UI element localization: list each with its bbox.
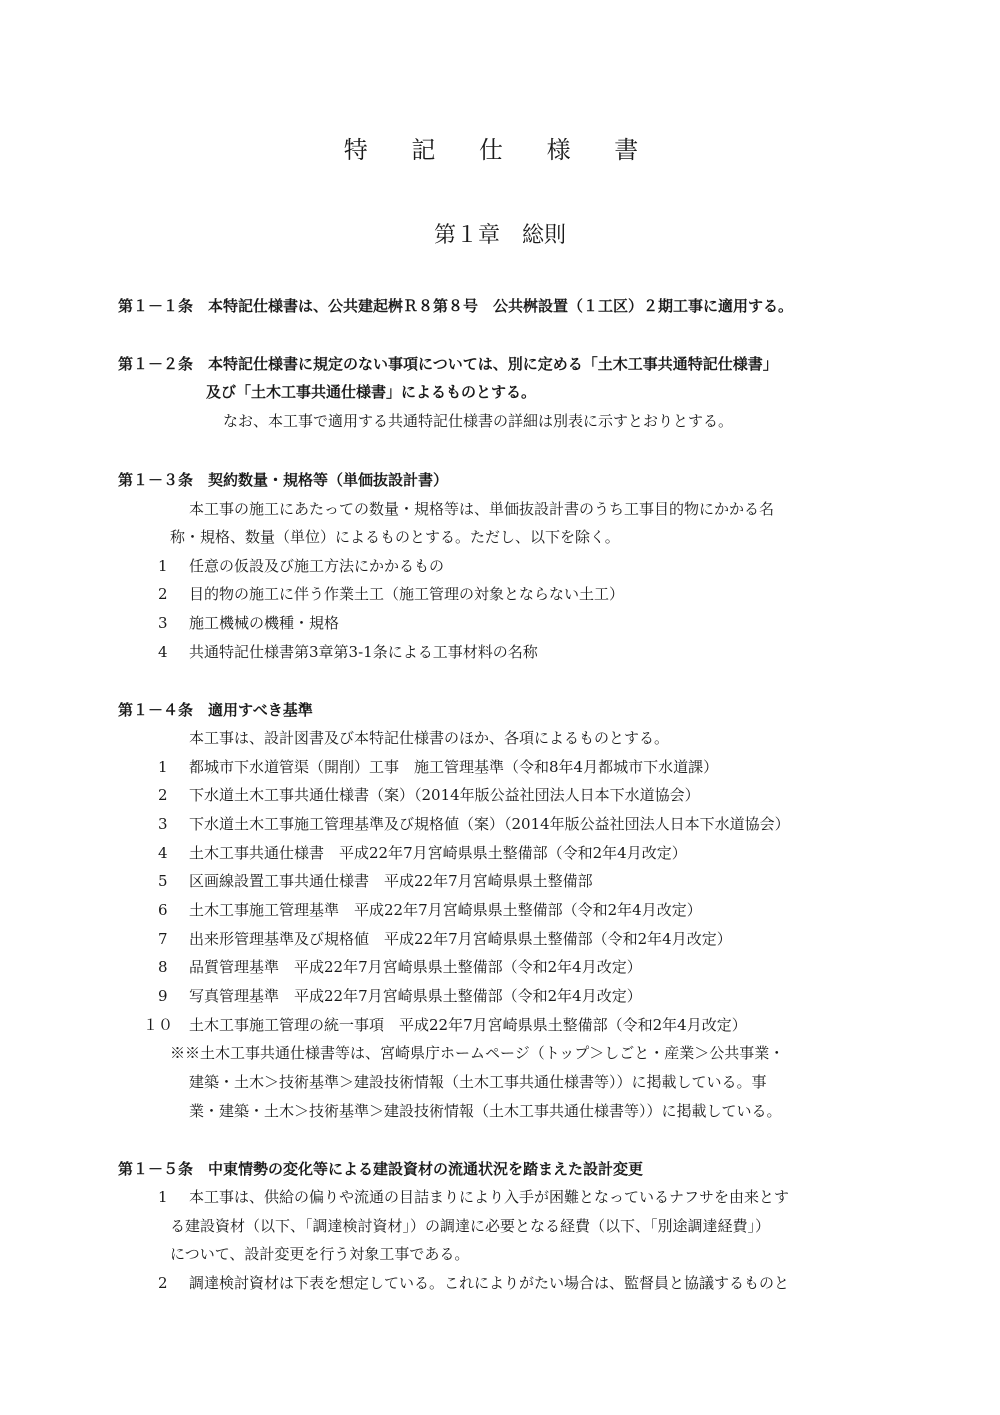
- list-item: 土木工事共通仕様書 平成22年7月宮崎県県土整備部（令和2年4月改定）: [189, 844, 687, 862]
- list-item-number: 4: [158, 844, 168, 862]
- article-1-1-heading: 第１－１条 本特記仕様書は、公共建起桝Ｒ８第８号 公共桝設置（１工区）２期工事に適用する。: [118, 297, 794, 315]
- list-item: 任意の仮設及び施工方法にかかるもの: [189, 557, 445, 575]
- article-1-5-item1-line2: る建設資材（以下、「調達検討資材」）の調達に必要となる経費（以下、「別途調達経費」）: [170, 1217, 771, 1235]
- list-item: 区画線設置工事共通仕様書 平成22年7月宮崎県県土整備部: [189, 872, 593, 890]
- article-1-2-note: なお、本工事で適用する共通特記仕様書の詳細は別表に示すとおりとする。: [223, 412, 734, 430]
- list-item-number: 5: [158, 872, 168, 890]
- list-item-number: 6: [158, 901, 168, 919]
- article-1-4-intro: 本工事は、設計図書及び本特記仕様書のほか、各項によるものとする。: [189, 729, 670, 747]
- article-1-3-intro-line2: 称・規格、数量（単位）によるものとする。ただし、以下を除く。: [170, 528, 620, 546]
- list-item-number: 3: [158, 614, 168, 632]
- list-item-number: 9: [158, 987, 168, 1005]
- list-item: 下水道土木工事共通仕様書（案）（2014年版公益社団法人日本下水道協会）: [189, 786, 700, 804]
- article-1-5-item2-line1: 調達検討資材は下表を想定している。これによりがたい場合は、監督員と協議するものと: [189, 1274, 790, 1292]
- article-1-3-heading: 第１－３条 契約数量・規格等（単価抜設計書）: [118, 471, 449, 489]
- list-item-number: 2: [158, 585, 168, 603]
- article-1-4-heading: 第１－４条 適用すべき基準: [118, 701, 313, 719]
- article-1-5-item1-line1: 本工事は、供給の偏りや流通の目詰まりにより入手が困難となっているナフサを由来とす: [189, 1188, 790, 1206]
- list-item-number: １０: [143, 1016, 174, 1034]
- article-1-2-heading-line1: 第１－２条 本特記仕様書に規定のない事項については、別に定める「土木工事共通特記仕様書」: [118, 355, 778, 373]
- chapter-heading: 第１章 総則: [433, 223, 566, 248]
- list-item-number: 2: [158, 1274, 168, 1292]
- list-item-number: 4: [158, 643, 168, 661]
- list-item: 共通特記仕様書第3章第3-1条による工事材料の名称: [189, 643, 538, 661]
- list-item-number: 7: [158, 930, 168, 948]
- list-item-number: 1: [158, 758, 168, 776]
- list-item-number: 1: [158, 1188, 168, 1206]
- article-1-4-note-line1: ※※土木工事共通仕様書等は、宮崎県庁ホームページ（トップ＞しごと・産業＞公共事業・: [170, 1044, 785, 1062]
- article-1-3-intro-line1: 本工事の施工にあたっての数量・規格等は、単価抜設計書のうち工事目的物にかかる名: [189, 500, 775, 518]
- list-item-number: 1: [158, 557, 168, 575]
- list-item: 写真管理基準 平成22年7月宮崎県県土整備部（令和2年4月改定）: [189, 987, 642, 1005]
- list-item: 出来形管理基準及び規格値 平成22年7月宮崎県県土整備部（令和2年4月改定）: [189, 930, 732, 948]
- list-item: 施工機械の機種・規格: [189, 614, 340, 632]
- article-1-5-item1-line3: について、設計変更を行う対象工事である。: [170, 1245, 470, 1263]
- document-title: 特 記 仕 様 書: [343, 136, 657, 164]
- list-item: 土木工事施工管理の統一事項 平成22年7月宮崎県県土整備部（令和2年4月改定）: [189, 1016, 747, 1034]
- article-1-5-heading: 第１－５条 中東情勢の変化等による建設資材の流通状況を踏まえた設計変更: [118, 1160, 644, 1178]
- article-1-4-note-line2: 建築・土木＞技術基準＞建設技術情報（土木工事共通仕様書等））に掲載している。事: [189, 1073, 767, 1091]
- list-item-number: 8: [158, 958, 168, 976]
- list-item: 目的物の施工に伴う作業土工（施工管理の対象とならない土工）: [189, 585, 625, 603]
- article-1-2-heading-line2: 及び「土木工事共通仕様書」によるものとする。: [206, 383, 537, 401]
- article-1-4-note-line3: 業・建築・土木＞技術基準＞建設技術情報（土木工事共通仕様書等））に掲載している。: [189, 1102, 782, 1120]
- list-item: 品質管理基準 平成22年7月宮崎県県土整備部（令和2年4月改定）: [189, 958, 642, 976]
- list-item: 下水道土木工事施工管理基準及び規格値（案）（2014年版公益社団法人日本下水道協会）: [189, 815, 790, 833]
- list-item-number: 2: [158, 786, 168, 804]
- list-item: 都城市下水道管渠（開削）工事 施工管理基準（令和8年4月都城市下水道課）: [189, 758, 719, 776]
- list-item: 土木工事施工管理基準 平成22年7月宮崎県県土整備部（令和2年4月改定）: [189, 901, 702, 919]
- list-item-number: 3: [158, 815, 168, 833]
